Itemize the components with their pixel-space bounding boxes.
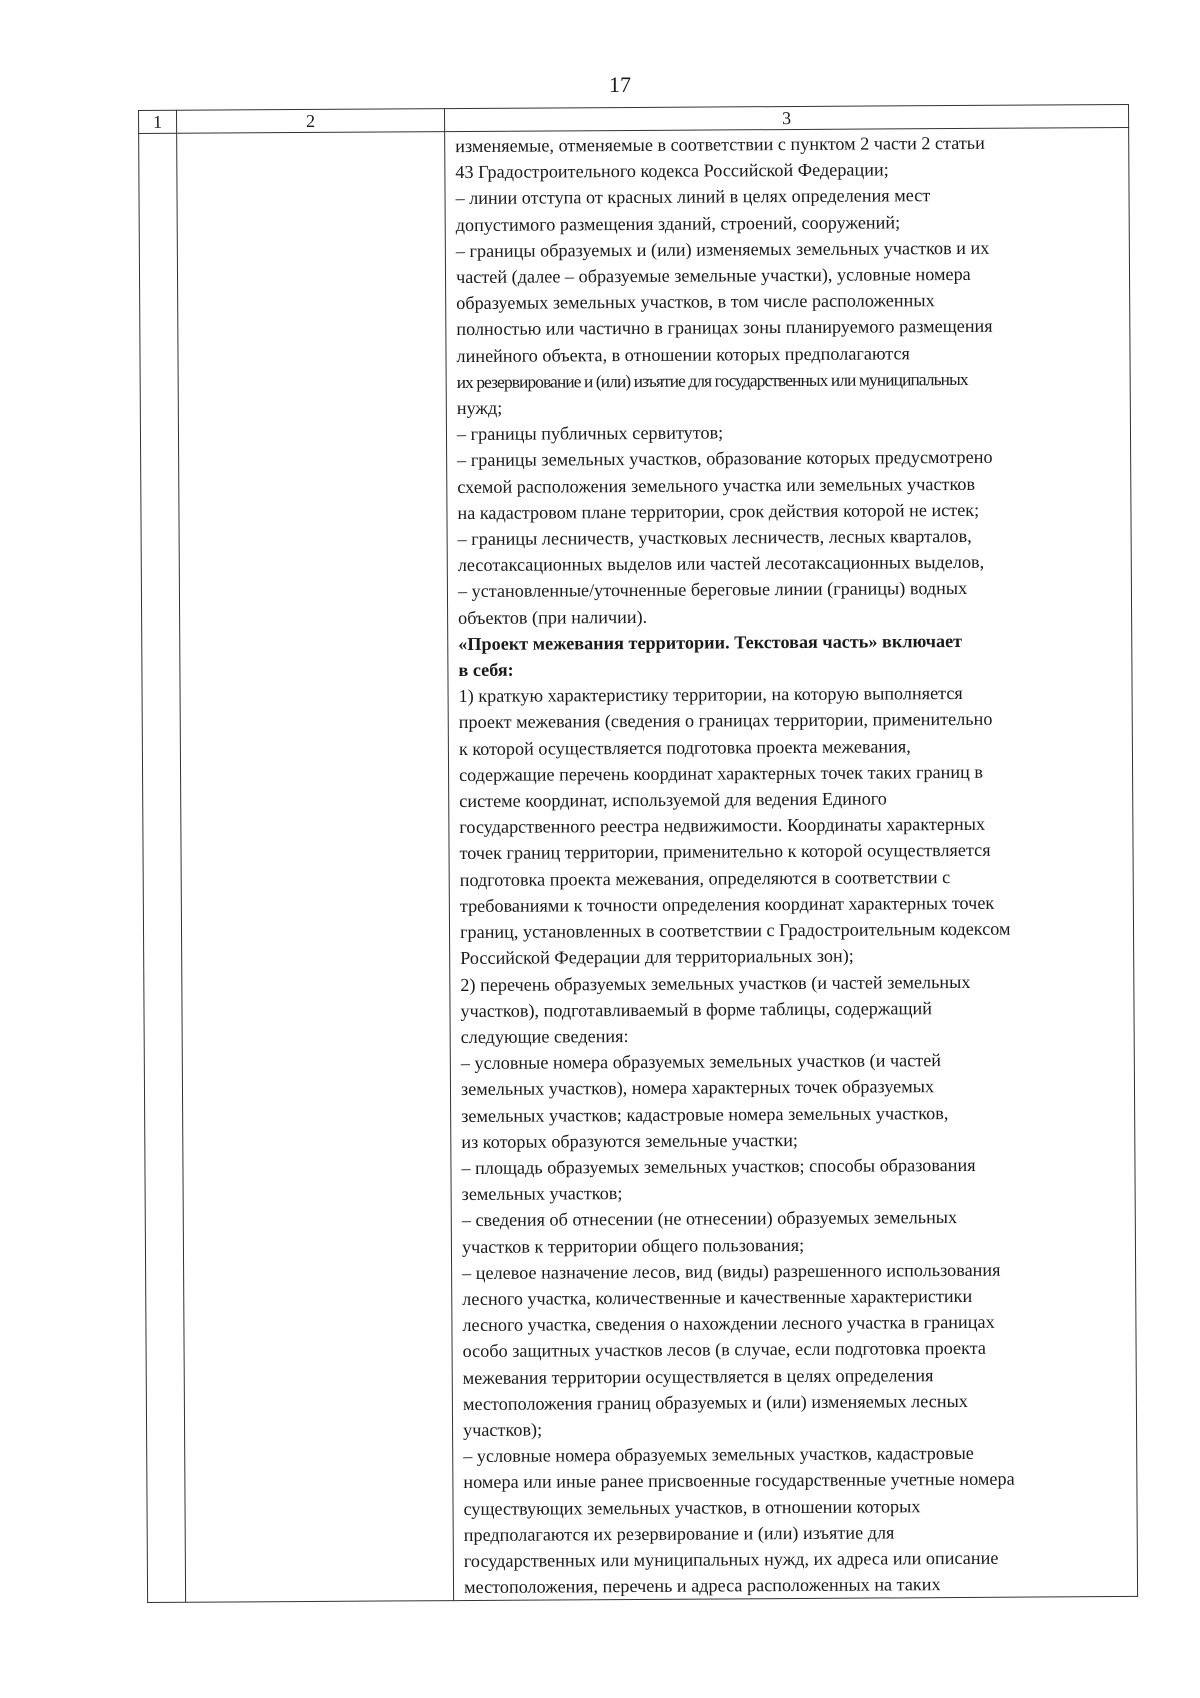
text-line: требованиями к точности определения координат характерных точек [459,892,995,916]
text-line: частей (далее – образуемые земельные участки), условные номера [455,263,971,288]
text-line: следующие сведения: [460,1025,629,1047]
text-line: – границы земельных участков, образование которых предусмотрено [457,447,993,471]
column-header-1: 1 [139,110,177,133]
cell-column-2 [177,132,454,1603]
text-line: земельных участков; [461,1183,623,1205]
text-line: из которых образуются земельные участки; [461,1129,799,1152]
text-line: участков), подготавливаемый в форме таблицы, содержащий [460,997,932,1021]
text-line: «Проект межевания территории. Текстовая часть» включает [458,630,963,654]
text-line: местоположения, перечень и адреса расположенных на таких [463,1574,941,1598]
text-line: Российской Федерации для территориальных зон); [460,945,854,969]
text-line: их резервирование и (или) изъятие для государственных или муниципальных [456,368,968,392]
text-line: – условные номера образуемых земельных участков, кадастровые [463,1443,974,1467]
text-line: допустимого размещения зданий, строений, сооружений; [455,211,901,235]
text-line: 2) перечень образуемых земельных участков (и частей земельных [460,971,971,995]
cell-column-3-text [445,127,1138,1601]
text-line: – установленные/уточненные береговые линии (границы) водных [457,578,968,602]
text-line: объектов (при наличии). [458,606,648,628]
text-line: линейного объекта, в отношении которых предполагаются [456,342,910,366]
text-line: – границы образуемых и (или) изменяемых земельных участков и их [455,237,990,261]
text-line: содержащие перечень координат характерных точек таких границ в [459,761,984,785]
text-line: земельных участков), номера характерных точек образуемых [460,1076,935,1100]
column-header-3: 3 [444,104,1128,131]
text-line: системе координат, используемой для ведения Единого [459,788,887,812]
text-line: – линии отступа от красных линий в целях определения мест [455,185,931,209]
text-line: лесного участка, количественные и качественные характеристики [462,1285,973,1309]
text-line: земельных участков; кадастровые номера земельных участков, [461,1102,949,1126]
text-line: особо защитных участков лесов (в случае, если подготовка проекта [462,1338,986,1362]
text-line: изменяемые, отменяемые в соответствии с пунктом 2 части 2 статьи [455,132,985,157]
text-line: предполагаются их резервирование и (или) изъятие для [463,1522,895,1545]
text-line: – площадь образуемых земельных участков; способы образования [461,1154,976,1178]
text-line: подготовка проекта межевания, определяются в соответствии с [459,866,951,890]
text-line: государственного реестра недвижимости. Координаты характерных [459,814,986,838]
text-line: проект межевания (сведения о границах территории, применительно [458,709,993,733]
text-line: в себя: [458,659,514,681]
text-line: номера или иные ранее присвоенные государственные учетные номера [463,1469,1015,1493]
page-number: 17 [609,72,631,97]
text-line: 1) краткую характеристику территории, на которую выполняется [458,683,963,707]
document-table [138,104,1138,1603]
text-line: схемой расположения земельного участка или земельных участков [457,473,976,497]
text-line: на кадастровом плане территории, срок действия которой не истек; [457,499,980,523]
text-line: местоположения границ образуемых и (или) изменяемых лесных [462,1390,968,1414]
text-line: межевания территории осуществляется в целях определения [462,1364,934,1388]
text-line: 43 Градостроительного кодекса Российской Федерации; [455,159,889,183]
text-line: существующих земельных участков, в отношении которых [463,1495,921,1519]
text-line: – сведения об отнесении (не отнесении) образуемых земельных [461,1207,958,1231]
text-line: – границы публичных сервитутов; [456,422,724,445]
text-line: к которой осуществляется подготовка проекта межевания, [458,735,911,759]
column-header-2: 2 [177,109,445,134]
text-line: нужд; [456,397,503,419]
text-line: лесного участка, сведения о нахождении лесного участка в границах [462,1311,995,1336]
text-line: – условные номера образуемых земельных участков (и частей [460,1050,942,1074]
text-line: государственных или муниципальных нужд, их адреса или описание [463,1547,999,1572]
text-line: – целевое назначение лесов, вид (виды) разрешенного использования [462,1259,1001,1283]
text-line: полностью или частично в границах зоны планируемого размещения [456,316,993,340]
text-line: образуемых земельных участков, в том числе расположенных [456,290,935,314]
text-line: точек границ территории, применительно к которой осуществляется [459,840,991,864]
text-line: лесотаксационных выделов или частей лесотаксационных выделов, [457,552,985,576]
text-line: – границы лесничеств, участковых лесничеств, лесных кварталов, [457,525,972,550]
text-line: границ, установленных в соответствии с Градостроительным кодексом [459,918,1011,943]
table-row [139,127,1138,1602]
text-line: участков); [463,1419,543,1440]
text-line: участков к территории общего пользования; [461,1234,805,1257]
